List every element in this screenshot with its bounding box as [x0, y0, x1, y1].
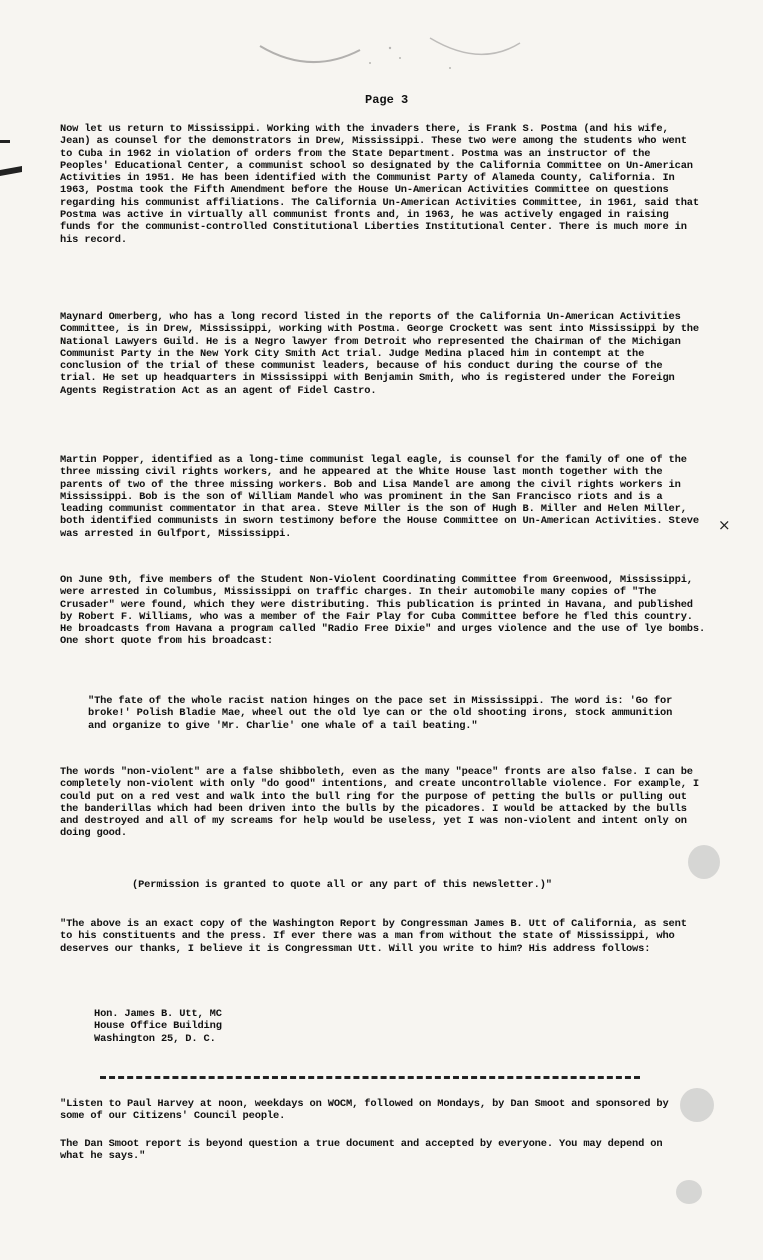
address-line: House Office Building [94, 1020, 222, 1033]
address-line: Washington 25, D. C. [94, 1032, 216, 1045]
paragraph-non-violent: The words "non-violent" are a false shibboleth, even as the many "peace" fronts are also false. I can be completely non-violent with only "do good" intentions, and create uncontrollable violence. For example, I could put on a red vest and walk into the bull ring for the purpose of petting the bulls or pulling out the banderillas which had been driven into the bulls by the picadores. I would be attacked by the bulls and destroyed and all of my screams for help would be useless, yet I was non-violent and intent only on doing good. [60, 766, 699, 840]
paragraph-june-9th: On June 9th, five members of the Student Non-Violent Coordinating Committee from Greenwood, Mississippi, were arrested in Columbus, Mississippi on traffic charges. In their automobile many copies of "The Crusader" were found, which they were distributing. This publication is printed in Havana, and published by Robert F. Williams, who was a member of the Fair Play for Cuba Committee before he fled this country. He broadcasts from Havana a program called "Radio Free Dixie" and urges violence and the use of lye bombs. One short quote from his broadcast: [60, 574, 706, 648]
scan-speck [676, 1180, 702, 1204]
footer-paragraph-smoot: The Dan Smoot report is beyond question a true document and accepted by everyone. You may depend on what he says." [60, 1138, 663, 1163]
closing-paragraph: "The above is an exact copy of the Washington Report by Congressman James B. Utt of California, as sent to his constituents and the press. If ever there was a man from without the state of Mississippi, who deserves our thanks, I believe it is Congressman Utt. Will you write to him? His address follows: [60, 918, 687, 955]
page-label: Page 3 [365, 93, 409, 107]
paragraph-omerberg: Maynard Omerberg, who has a long record listed in the reports of the California Un-American Activities Committee, is in Drew, Mississippi, working with Postma. George Crockett was sent into Mississippi by the National Lawyers Guild. He is a Negro lawyer from Detroit who represented the Chairman of the Michigan Communist Party in the New York City Smith Act trial. Judge Medina placed him in contempt at the conclusion of the trial of these communist leaders, because of his conduct during the course of the trial. He set up headquarters in Mississippi with Benjamin Smith, who is registered under the Foreign Agents Registration Act as an agent of Fidel Castro. [60, 311, 699, 397]
margin-mark: × [718, 516, 731, 534]
address-block [94, 1008, 394, 1045]
permission-note: (Permission is granted to quote all or any part of this newsletter.)" [132, 879, 552, 891]
binding-mark [0, 140, 10, 143]
broadcast-quote: "The fate of the whole racist nation hinges on the pace set in Mississippi. The word is: 'Go for broke!' Polish Bladie Mae, wheel out the old lye can or the old shooting irons, stock ammunition and organize to give 'Mr. Charlie' one whale of a tail beating." [88, 695, 673, 732]
binding-mark [0, 166, 22, 176]
footer-paragraph-harvey: "Listen to Paul Harvey at noon, weekdays on WOCM, followed on Mondays, by Dan Smoot and sponsored by some of our Citizens' Council people. [60, 1098, 669, 1123]
section-divider [100, 1076, 640, 1085]
paragraph-popper: Martin Popper, identified as a long-time communist legal eagle, is counsel for the family of one of the three missing civil rights workers, and he appeared at the White House last month together with the parents of two of the three missing workers. Bob and Lisa Mandel are among the civil rights workers in Mississippi. Bob is the son of William Mandel who was prominent in the San Francisco riots and is a leading communist commentator in that area. Steve Miller is the son of Hugh B. Miller and Helen Miller, both identified communists in sworn testimony before the House Committee on Un-American Activities. Steve was arrested in Gulfport, Mississippi. [60, 454, 699, 540]
scan-smudge [250, 28, 530, 78]
address-line: Hon. James B. Utt, MC [94, 1008, 222, 1020]
scan-speck [688, 845, 720, 879]
paragraph-postma: Now let us return to Mississippi. Working with the invaders there, is Frank S. Postma (and his wife, Jean) as counsel for the demonstrators in Drew, Mississippi. These two were among the students who went to Cuba in 1962 in violation of orders from the State Department. Postma was an instructor of the Peoples' Educational Center, a communist school so designated by the California Committee on Un-American Activities in 1951. He has been identified with the Communist Party of Alameda County, California. In 1963, Postma took the Fifth Amendment before the House Un-American Activities Committee on questions regarding his communist affiliations. The California Un-American Activities Committee, in 1961, said that Postma was active in virtually all communist fronts and, in 1963, he was actively engaged in raising funds for the communist-controlled Constitutional Liberties Institutional Center. There is much more in his record. [60, 123, 699, 246]
